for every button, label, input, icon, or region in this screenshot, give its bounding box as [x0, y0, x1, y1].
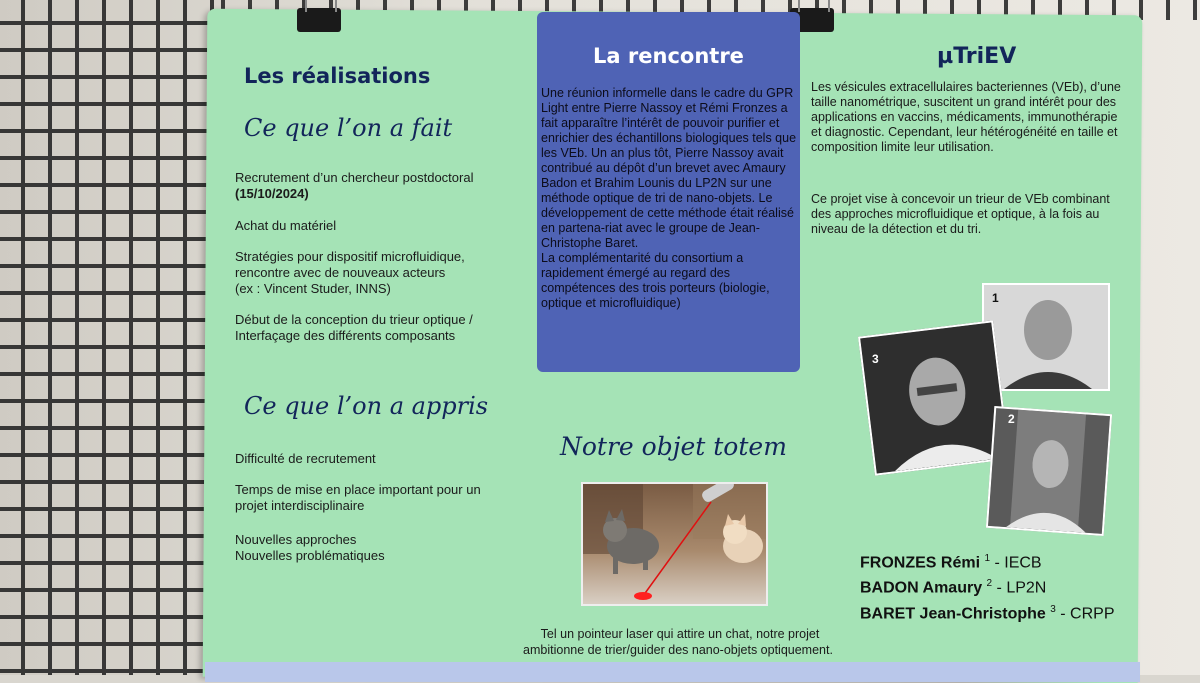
team-member [860, 548, 1114, 573]
wire-grid [0, 0, 220, 675]
member-name: BADON Amaury [860, 579, 983, 597]
done-heading: Ce que l’on a fait [244, 114, 453, 142]
rencontre-text [541, 86, 799, 311]
member-lab: - CRPP [1055, 604, 1115, 622]
rencontre-paragraph-2: La complémentarité du consortium a rapidement émergé au regard des compétences des trois porteurs (biologie, optique et microfluidique) [541, 251, 770, 310]
learned-item: Difficulté de recrutement [235, 451, 376, 466]
totem-heading: Notre objet totem [560, 432, 787, 461]
project-context-text: Les vésicules extracellulaires bacteriennes (VEb), d’une taille nanométrique, suscitent un grand intérêt pour des applications en vaccins, médicaments, immunothérapie et diagnostic. Cependant, leur hétérogénéité en taille et composition limite leur utilisation. [811, 80, 1121, 154]
cat-laser-illustration [583, 484, 766, 604]
portrait-3 [858, 320, 1010, 476]
done-item: Début de la conception du trieur optique / [235, 312, 473, 327]
done-item: (ex : Vincent Studer, INNS) [235, 281, 391, 296]
portrait-1-illustration [984, 285, 1108, 389]
done-item-date: (15/10/2024) [235, 186, 309, 201]
member-name: FRONZES Rémi [860, 554, 981, 572]
cat-laser-photo [581, 482, 768, 606]
team-member [860, 599, 1114, 624]
binder-clip-left [297, 8, 341, 32]
right-title: µTriEV [937, 44, 1017, 69]
member-lab: - LP2N [992, 579, 1047, 597]
portrait-2-illustration [988, 408, 1110, 534]
portrait-3-illustration [860, 322, 1008, 473]
totem-caption-line-2: ambitionne de trier/guider des nano-objets optiquement. [523, 643, 833, 657]
learned-item: Nouvelles approches [235, 532, 357, 547]
done-item: Recrutement d’un chercheur postdoctoral [235, 170, 474, 185]
portrait-3-number: 3 [872, 352, 879, 366]
member-number: 1 [984, 553, 991, 564]
done-item: Stratégies pour dispositif microfluidique, [235, 249, 465, 264]
team-members [860, 548, 1114, 624]
portrait-2 [986, 406, 1112, 536]
done-item: Interfaçage des différents composants [235, 328, 456, 343]
learned-item: Temps de mise en place important pour un [235, 482, 481, 497]
portrait-1-number: 1 [992, 291, 999, 305]
portrait-2-number: 2 [1008, 412, 1015, 426]
member-number: 2 [986, 578, 993, 590]
member-number: 3 [1050, 603, 1056, 615]
left-title: Les réalisations [244, 64, 431, 88]
member-lab: - IECB [990, 554, 1042, 572]
rencontre-paragraph-1: Une réunion informelle dans le cadre du GPR Light entre Pierre Nassoy et Rémi Fronzes a fait apparaître l’intérêt de pouvoir purifier et enrichier des échantillons biologiques tels que les VEb. Un an plus tôt, Pierre Nassoy avait contribué au dépôt d’un brevet avec Amaury Badon et Brahim Lounis du LP2N sur une méthode optique de tri de nano-objets. Le développement de cette méthode était réalisé en partena-riat avec le groupe de Jean-Christophe Baret. [541, 86, 797, 250]
done-item: rencontre avec de nouveaux acteurs [235, 265, 446, 280]
team-member [860, 573, 1114, 598]
learned-item: Nouvelles problématiques [235, 548, 385, 563]
done-item: Achat du matériel [235, 218, 337, 233]
poster-bottom-strip [205, 662, 1140, 682]
learned-item: projet interdisciplinaire [235, 498, 365, 513]
rencontre-title: La rencontre [593, 44, 744, 68]
learned-heading: Ce que l’on a appris [244, 392, 489, 420]
totem-caption-line-1: Tel un pointeur laser qui attire un chat, notre projet [540, 627, 820, 641]
project-goal-text: Ce projet vise à concevoir un trieur de VEb combinant des approches microfluidique et optique, à la fois au niveau de la détection et du tri. [811, 192, 1110, 236]
member-name: BARET Jean-Christophe [860, 604, 1046, 622]
portrait-1 [982, 283, 1110, 391]
